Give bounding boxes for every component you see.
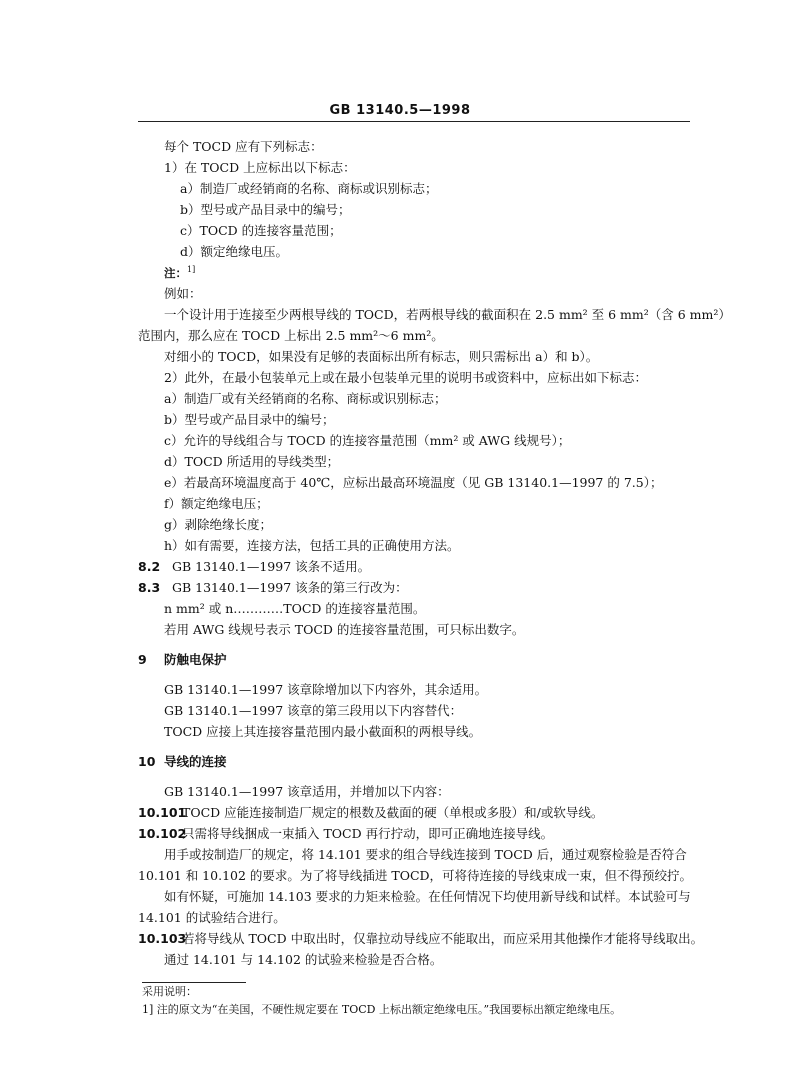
section-10-intro: GB 13140.1—1997 该章适用，并增加以下内容： bbox=[164, 784, 450, 799]
clause-8-3 bbox=[138, 577, 693, 598]
marking-item-1d: d）额定绝缘电压。 bbox=[180, 244, 289, 259]
marking-item-2a: a）制造厂或有关经销商的名称、商标或识别标志； bbox=[164, 391, 447, 406]
marking-item-1b: b）型号或产品目录中的编号； bbox=[180, 202, 351, 217]
clause-text: 若将导线从 TOCD 中取出时，仅靠拉动导线应不能取出，而应采用其他操作才能将导线取出。 bbox=[182, 931, 704, 946]
clause-text: GB 13140.1—1997 该条不适用。 bbox=[172, 559, 371, 574]
note-line bbox=[138, 262, 693, 283]
section-9-heading bbox=[138, 649, 693, 670]
marking-item-1a: a）制造厂或经销商的名称、商标或识别标志； bbox=[180, 181, 438, 196]
marking-item-2: 2）此外，在最小包装单元上或在最小包装单元里的说明书或资料中，应标出如下标志： bbox=[164, 370, 647, 385]
clause-number: 10.101 bbox=[138, 805, 187, 820]
clause-text: 只需将导线捆成一束插入 TOCD 再行拧动，即可正确地连接导线。 bbox=[182, 826, 554, 841]
marking-intro: 每个 TOCD 应有下列标志： bbox=[164, 139, 323, 154]
marking-item-2g: g）剥除绝缘长度； bbox=[164, 517, 273, 532]
clause-10-102-para-1b: 10.101 和 10.102 的要求。为了将导线插进 TOCD，可将待连接的导线束成一束，但不得预绞拧。 bbox=[138, 868, 693, 883]
section-title: 防触电保护 bbox=[164, 652, 227, 667]
clause-10-102 bbox=[138, 823, 693, 844]
clause-10-102-para-2b: 14.101 的试验结合进行。 bbox=[138, 910, 286, 925]
note-footnote-ref: 1] bbox=[187, 264, 196, 274]
marking-item-1: 1）在 TOCD 上应标出以下标志： bbox=[164, 160, 356, 175]
clause-8-3-sub-1: n mm² 或 n…………TOCD 的连接容量范围。 bbox=[164, 601, 426, 616]
marking-item-2e: e）若最高环境温度高于 40℃，应标出最高环境温度（见 GB 13140.1—1997 的 7.5）； bbox=[164, 475, 663, 490]
section-number: 9 bbox=[138, 652, 147, 667]
note-label: 注： bbox=[164, 266, 187, 280]
section-9-line-1: GB 13140.1—1997 该章除增加以下内容外，其余适用。 bbox=[164, 682, 488, 697]
section-9-line-2: GB 13140.1—1997 该章的第三段用以下内容替代： bbox=[164, 703, 463, 718]
marking-item-2b: b）型号或产品目录中的编号； bbox=[164, 412, 335, 427]
clause-10-102-para-2a: 如有怀疑，可施加 14.103 要求的力矩来检验。在任何情况下均使用新导线和试样。本试验可与 bbox=[164, 889, 691, 904]
clause-10-102-para-1a: 用手或按制造厂的规定，将 14.101 要求的组合导线连接到 TOCD 后，通过观察检验是否符合 bbox=[164, 847, 687, 862]
footnote-title: 采用说明： bbox=[142, 985, 197, 998]
section-number: 10 bbox=[138, 754, 156, 769]
clause-number: 10.103 bbox=[138, 931, 187, 946]
marking-item-2h: h）如有需要，连接方法，包括工具的正确使用方法。 bbox=[164, 538, 460, 553]
clause-10-103-sub: 通过 14.101 与 14.102 的试验来检验是否合格。 bbox=[164, 952, 443, 967]
marking-item-2d: d）TOCD 所适用的导线类型； bbox=[164, 454, 340, 469]
clause-10-101 bbox=[138, 802, 693, 823]
clause-text: TOCD 应能连接制造厂规定的根数及截面的硬（单根或多股）和/或软导线。 bbox=[182, 805, 604, 820]
clause-number: 10.102 bbox=[138, 826, 187, 841]
section-9-line-3: TOCD 应接上其连接容量范围内最小截面积的两根导线。 bbox=[164, 724, 482, 739]
marking-item-2f: f）额定绝缘电压； bbox=[164, 496, 269, 511]
section-10-heading bbox=[138, 751, 693, 772]
example-line-3: 对细小的 TOCD，如果没有足够的表面标出所有标志，则只需标出 a）和 b）。 bbox=[164, 349, 599, 364]
clause-number: 8.3 bbox=[138, 580, 161, 595]
marking-item-2c: c）允许的导线组合与 TOCD 的连接容量范围（mm² 或 AWG 线规号）； bbox=[164, 433, 571, 448]
example-line-1: 一个设计用于连接至少两根导线的 TOCD，若两根导线的截面积在 2.5 mm² 至 6 mm²（含 6 mm²） bbox=[164, 307, 731, 322]
clause-8-3-sub-2: 若用 AWG 线规号表示 TOCD 的连接容量范围，可只标出数字。 bbox=[164, 622, 525, 637]
clause-number: 8.2 bbox=[138, 559, 161, 574]
example-label: 例如： bbox=[164, 286, 202, 301]
document-body bbox=[138, 136, 731, 1019]
header-rule bbox=[138, 121, 690, 122]
section-title: 导线的连接 bbox=[164, 754, 227, 769]
clause-text: GB 13140.1—1997 该条的第三行改为： bbox=[172, 580, 408, 595]
clause-10-103 bbox=[138, 928, 704, 949]
marking-item-1c: c）TOCD 的连接容量范围； bbox=[180, 223, 342, 238]
clause-8-2 bbox=[138, 556, 693, 577]
footnote-text: 1] 注的原文为“在美国，不硬性规定要在 TOCD 上标出额定绝缘电压。”我国要标出额定绝缘电压。 bbox=[142, 1003, 622, 1016]
example-line-2: 范围内，那么应在 TOCD 上标出 2.5 mm²～6 mm²。 bbox=[138, 328, 444, 343]
page-header: GB 13140.5—1998 bbox=[329, 103, 471, 118]
